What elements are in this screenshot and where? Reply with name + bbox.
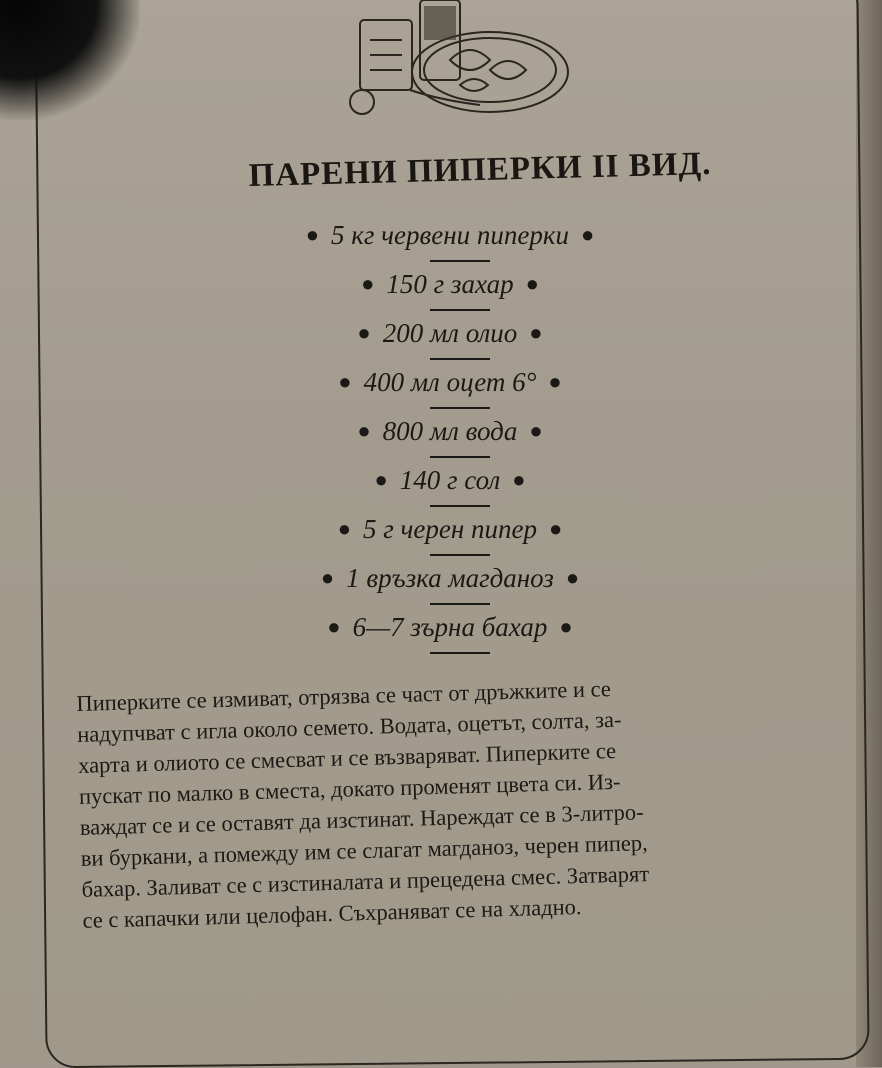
bullet-icon: ● bbox=[525, 271, 539, 296]
instructions-line: Пиперките се измиват, отрязва се част от дръжките и се bbox=[76, 676, 612, 716]
ingredient-item bbox=[200, 604, 700, 650]
bullet-icon: ● bbox=[357, 418, 371, 443]
bullet-icon: ● bbox=[305, 222, 319, 247]
bullet-icon: ● bbox=[374, 467, 388, 492]
ingredient-text: 150 г захар bbox=[386, 268, 514, 299]
bullet-icon: ● bbox=[549, 516, 563, 541]
instructions-line: бахар. Заливат се с изстиналата и прецедена смес. Затварят bbox=[81, 861, 650, 902]
bullet-icon: ● bbox=[337, 516, 351, 541]
ingredient-text: 6—7 зърна бахар bbox=[352, 611, 548, 642]
bullet-icon: ● bbox=[512, 467, 526, 492]
bullet-icon: ● bbox=[327, 614, 341, 639]
ingredient-item bbox=[200, 457, 700, 503]
ingredient-item bbox=[200, 359, 700, 405]
bullet-icon: ● bbox=[565, 565, 580, 590]
ingredient-text: 200 мл олио bbox=[382, 317, 518, 348]
instructions-line: важдат се и се оставят да изстинат. Нареждат се в 3-литро- bbox=[79, 799, 644, 840]
ingredient-text: 5 кг червени пиперки bbox=[331, 219, 569, 250]
ingredient-item bbox=[200, 408, 700, 454]
underline-rule bbox=[430, 652, 490, 654]
instructions-line: се с капачки или целофан. Съхраняват се на хладно. bbox=[82, 893, 582, 933]
bullet-icon: ● bbox=[357, 320, 371, 345]
ingredient-text: 400 мл оцет 6° bbox=[363, 366, 537, 397]
instructions-line: надупчват с игла около семето. Водата, оцетът, солта, за- bbox=[76, 706, 622, 747]
ingredient-text: 800 мл вода bbox=[382, 415, 518, 446]
instructions-line: харта и олиото се смесват и се възваряват. Пиперките се bbox=[77, 737, 617, 778]
bullet-icon: ● bbox=[548, 369, 562, 394]
ingredient-text: 140 г сол bbox=[399, 464, 501, 495]
bullet-icon: ● bbox=[338, 369, 352, 394]
corner-shadow bbox=[0, 0, 140, 120]
bullet-icon: ● bbox=[581, 222, 595, 247]
ingredient-text: 1 връзка магданоз bbox=[346, 562, 554, 593]
bullet-icon: ● bbox=[361, 271, 375, 296]
instructions-line: пускат по малко в сместа, докато променят цвета си. Из- bbox=[78, 768, 621, 809]
ingredient-item bbox=[200, 310, 700, 356]
ingredient-item bbox=[200, 506, 700, 552]
ingredient-item bbox=[200, 261, 700, 307]
bullet-icon: ● bbox=[529, 418, 543, 443]
bullet-icon: ● bbox=[559, 614, 573, 639]
instructions-paragraph bbox=[76, 666, 863, 936]
food-illustration bbox=[340, 0, 580, 130]
ingredient-item bbox=[200, 212, 700, 258]
ingredient-text: 5 г черен пипер bbox=[362, 513, 537, 544]
ingredient-item bbox=[200, 555, 700, 601]
recipe-title: ПАРЕНИ ПИПЕРКИ II ВИД. bbox=[248, 145, 712, 195]
bullet-icon: ● bbox=[529, 320, 543, 345]
bullet-icon: ● bbox=[320, 565, 335, 590]
instructions-line: ви буркани, а помежду им се слагат магданоз, черен пипер, bbox=[80, 830, 649, 871]
